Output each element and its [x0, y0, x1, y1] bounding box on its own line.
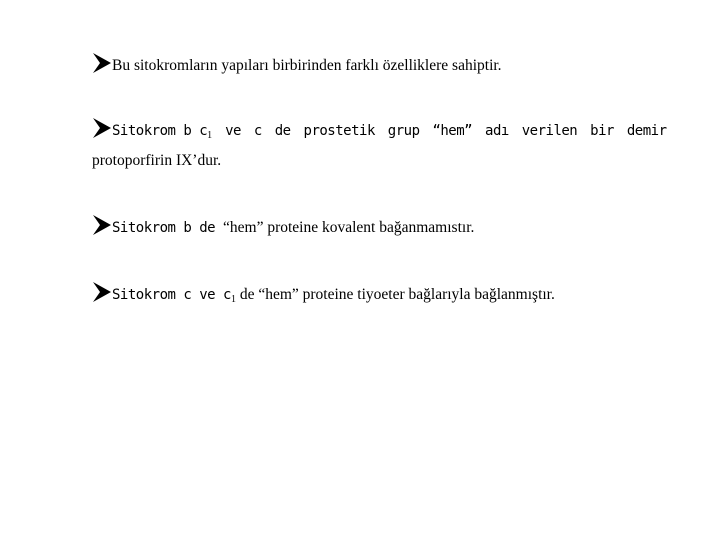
bullet-item-1	[92, 52, 502, 76]
arrow-bullet-icon	[92, 214, 112, 236]
bullet-text-prefix: Sitokrom b de	[112, 220, 224, 236]
bullet-text-prefix: Sitokrom b c	[112, 123, 208, 139]
bullet-text-suffix: ve c de prostetik grup “hem” adı verilen bir demir	[212, 123, 667, 139]
bullet-item-4	[92, 281, 555, 310]
bullet-item-3	[92, 214, 474, 238]
arrow-bullet-icon	[92, 52, 112, 74]
bullet-text: Bu sitokromların yapıları birbirinden farklı özelliklere sahiptir.	[112, 57, 502, 74]
subscript: 1	[230, 294, 236, 305]
bullet-item-2-continuation	[92, 151, 221, 171]
bullet-text: protoporfirin IX’dur.	[92, 152, 222, 169]
arrow-bullet-icon	[92, 281, 112, 303]
bullet-text-prefix: Sitokrom c ve c	[112, 287, 231, 303]
bullet-text: “hem” proteine kovalent bağanmamıstır.	[223, 219, 475, 236]
bullet-item-2	[92, 117, 667, 146]
subscript: 1	[207, 130, 213, 141]
arrow-bullet-icon	[92, 117, 112, 139]
bullet-text: de “hem” proteine tiyoeter bağlarıyla bağlanmıştır.	[235, 286, 555, 303]
